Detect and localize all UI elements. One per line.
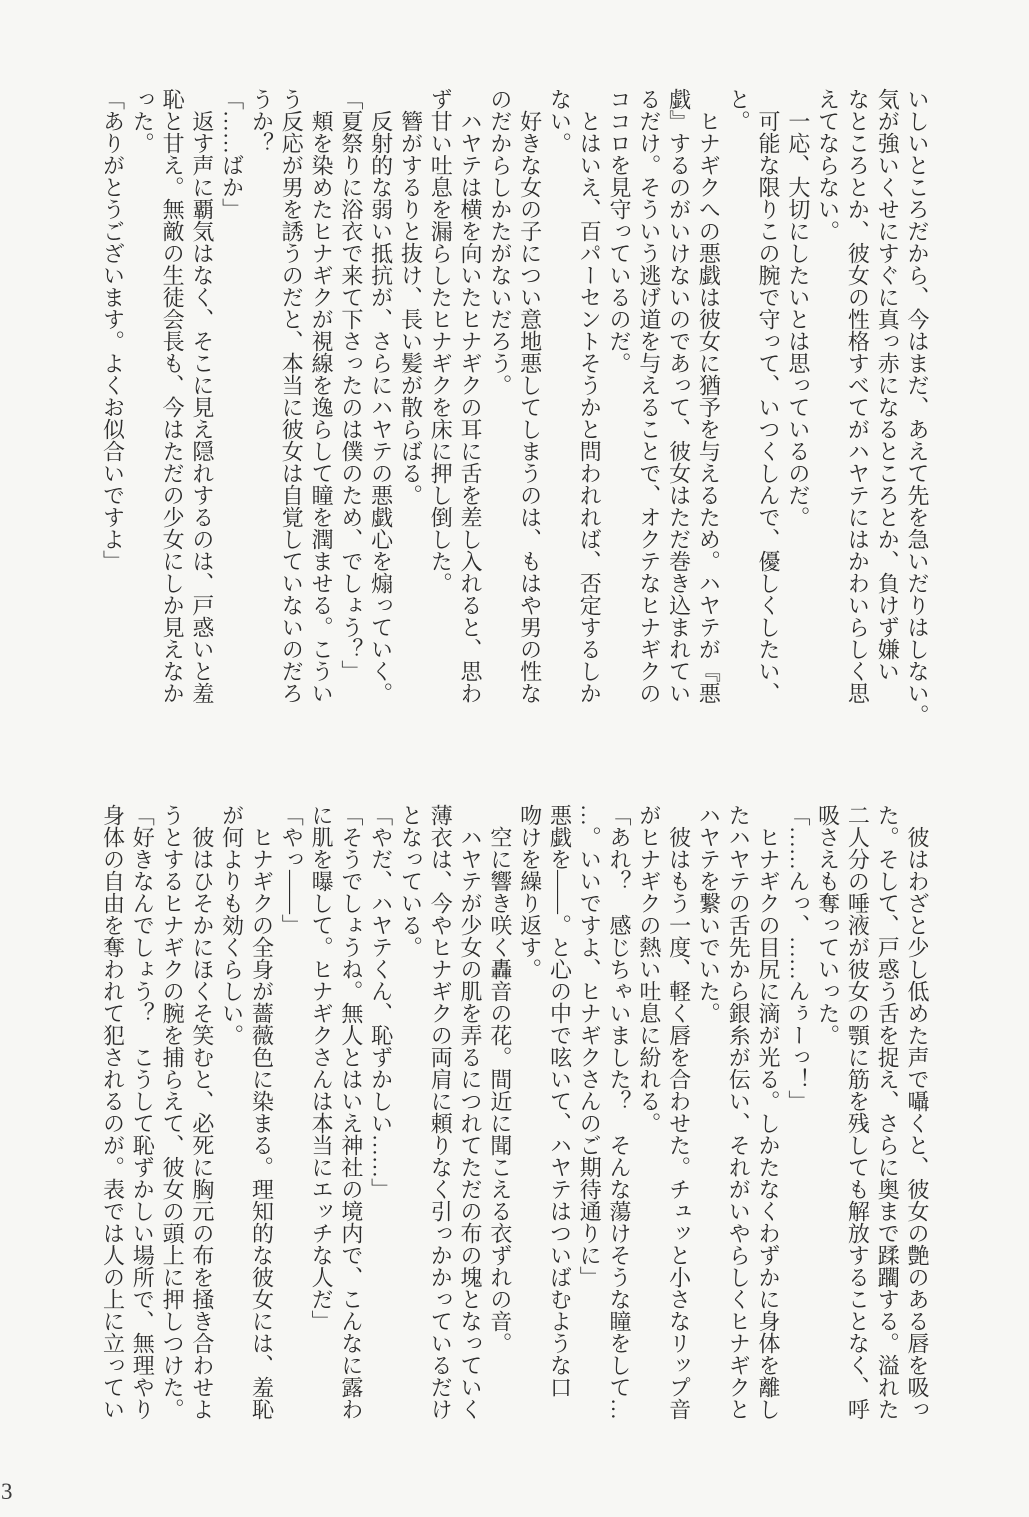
text-column: 反射的な弱い抵抗が、さらにハヤテの悪戯心を煽っていく。 <box>368 88 394 704</box>
text-column: ヒナギクへの悪戯は彼女に猶予を与えるため。ハヤテが『悪 <box>696 88 722 704</box>
text-column: 「やっ――」 <box>279 804 305 936</box>
top-text-block <box>98 88 932 734</box>
text-column: が何よりも効くらしい。 <box>219 804 245 1046</box>
text-column: 「好きなんでしょう？ こうして恥ずかしい場所で、無理やり <box>130 804 156 1420</box>
text-column: ヒナギクの全身が薔薇色に染まる。理知的な彼女には、羞恥 <box>249 804 275 1420</box>
text-column: ハヤテは横を向いたヒナギクの耳に舌を差し入れると、思わ <box>458 88 484 704</box>
text-column: うか？ <box>249 88 275 154</box>
page-number: 3 <box>1 1479 13 1504</box>
text-column: 空に響き咲く轟音の花。間近に聞こえる衣ずれの音。 <box>487 804 513 1354</box>
text-column: えてならない。 <box>815 88 841 242</box>
text-column: 「やだ、ハヤテくん、恥ずかしい……」 <box>368 804 394 1200</box>
text-column: 「ありがとうございます。よくお似合いですよ」 <box>100 88 126 572</box>
text-column: と。 <box>726 88 752 132</box>
text-column: ず甘い吐息を漏らしたヒナギクを床に押し倒した。 <box>428 88 454 594</box>
text-column: 吸さえも奪っていった。 <box>815 804 841 1046</box>
text-column: 「夏祭りに浴衣で来て下さったのは僕のため、でしょう？」 <box>338 88 364 682</box>
text-column: 吻けを繰り返す。 <box>517 804 543 980</box>
text-column: とはいえ、百パーセントそうかと問われれば、否定するしか <box>577 88 603 704</box>
text-column: …。いいですよ、ヒナギクさんのご期待通りに」 <box>577 804 603 1288</box>
text-column: 「……んっ、……んぅーっ！」 <box>785 804 811 1112</box>
text-column: ない。 <box>547 88 573 154</box>
text-column: 「……ばか」 <box>219 88 245 220</box>
text-column: 戯』するのがいけないのであって、彼女はただ巻き込まれてい <box>666 88 692 704</box>
text-column: いしいところだから、今はまだ、あえて先を急いだりはしない。 <box>905 88 930 726</box>
text-column: 返す声に覇気はなく、そこに見え隠れするのは、戸惑いと羞 <box>189 88 215 704</box>
text-column: 「あれ？ 感じちゃいました？ そんな蕩けそうな瞳をして… <box>607 804 633 1420</box>
text-column: 恥と甘え。無敵の生徒会長も、今はただの少女にしか見えなか <box>160 88 186 704</box>
text-column: う反応が男を誘うのだと、本当に彼女は自覚していないのだろ <box>279 88 305 704</box>
text-column: がヒナギクの熱い吐息に紛れる。 <box>636 804 662 1134</box>
text-column: 頬を染めたヒナギクが視線を逸らして瞳を潤ませる。こうい <box>309 88 335 704</box>
text-column: た。そして、戸惑う舌を捉え、さらに奥まで蹂躙する。溢れた <box>875 804 901 1420</box>
text-column: 彼はひそかにほくそ笑むと、必死に胸元の布を掻き合わせよ <box>189 804 215 1420</box>
text-column: るだけ。そういう逃げ道を与えることで、オクテなヒナギクの <box>636 88 662 704</box>
text-column: 身体の自由を奪われて犯されるのが。表では人の上に立ってい <box>100 804 126 1420</box>
text-column: 「そうでしょうね。無人とはいえ神社の境内で、こんなに露わ <box>338 804 364 1420</box>
text-column: に肌を曝して。ヒナギクさんは本当にエッチな人だ」 <box>309 804 335 1332</box>
text-column: なところとか、彼女の性格すべてがハヤテにはかわいらしく思 <box>845 88 871 704</box>
text-column: 可能な限りこの腕で守って、いつくしんで、優しくしたい、 <box>756 88 782 704</box>
bottom-text-block <box>98 804 932 1428</box>
text-column: ヒナギクの目尻に滴が光る。しかたなくわずかに身体を離し <box>756 804 782 1420</box>
text-column: たハヤテの舌先から銀糸が伝い、それがいやらしくヒナギクと <box>726 804 752 1420</box>
text-column: 気が強いくせにすぐに真っ赤になるところとか、負けず嫌い <box>875 88 901 682</box>
text-column: となっている。 <box>398 804 424 958</box>
text-column: 彼はもう一度、軽く唇を合わせた。チュッと小さなリップ音 <box>666 804 692 1420</box>
text-column: 彼はわざと少し低めた声で囁くと、彼女の艶のある唇を吸っ <box>905 804 930 1420</box>
text-column: ハヤテを繋いでいた。 <box>696 804 722 1024</box>
text-column: うとするヒナギクの腕を捕らえて、彼女の頭上に押しつけた。 <box>160 804 186 1420</box>
text-column: のだからしかたがないだろう。 <box>487 88 513 396</box>
text-column: ココロを見守っているのだ。 <box>607 88 633 374</box>
text-column: 簪がするりと抜け、長い髪が散らばる。 <box>398 88 424 506</box>
text-column: 薄衣は、今やヒナギクの両肩に頼りなく引っかかっているだけ <box>428 804 454 1420</box>
text-column: った。 <box>130 88 156 154</box>
text-column: 好きな女の子につい意地悪してしまうのは、もはや男の性な <box>517 88 543 704</box>
text-column: 一応、大切にしたいとは思っているのだ。 <box>785 88 811 528</box>
text-column: ハヤテが少女の肌を弄るにつれてただの布の塊となっていく <box>458 804 484 1420</box>
text-column: 二人分の唾液が彼女の顎に筋を残しても解放することなく、呼 <box>845 804 871 1420</box>
text-column: 悪戯を――。と心の中で呟いて、ハヤテはついばむような口 <box>547 804 573 1398</box>
